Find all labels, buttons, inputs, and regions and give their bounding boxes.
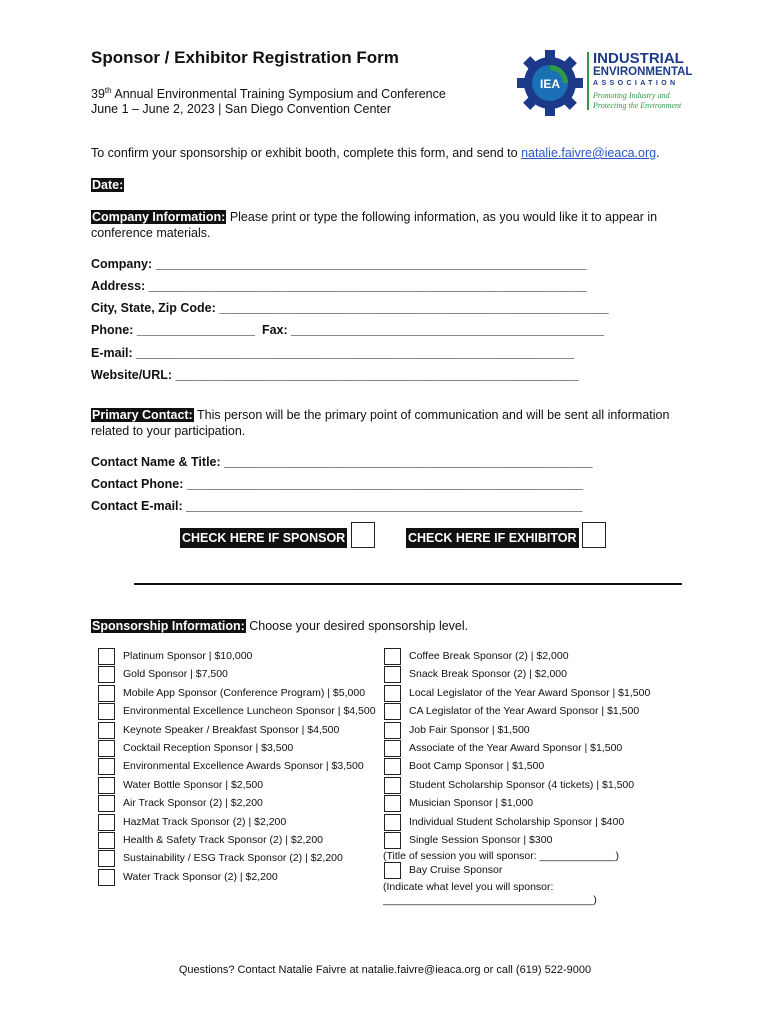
sponsor-option-checkbox[interactable]: [384, 648, 401, 665]
check-exhibitor-label: CHECK HERE IF EXHIBITOR: [406, 528, 579, 548]
logo-line1: INDUSTRIAL: [593, 50, 684, 67]
contact-phone-field[interactable]: Contact Phone: _________________________________________________________: [91, 477, 584, 491]
event-dates-location: June 1 – June 2, 2023 | San Diego Convention Center: [91, 102, 391, 116]
sponsor-option-label: Associate of the Year Award Sponsor | $1,500: [409, 742, 623, 754]
address-field[interactable]: Address: _______________________________________________________________: [91, 279, 587, 293]
sponsorship-info-intro: [91, 618, 468, 634]
date-label: [91, 177, 124, 193]
sponsor-option-label: HazMat Track Sponsor (2) | $2,200: [123, 815, 287, 828]
footer-contact: Questions? Contact Natalie Faivre at natalie.faivre@ieaca.org or call (619) 522-9000: [178, 964, 592, 976]
section-divider: [134, 583, 682, 585]
sponsor-option-label: Boot Camp Sponsor | $1,500: [409, 760, 545, 773]
sponsor-option-label: Cocktail Reception Sponsor | $3,500: [123, 742, 294, 754]
contact-email-link[interactable]: natalie.faivre@ieaca.org: [521, 146, 657, 160]
sponsorship-info-text: Choose your desired sponsorship level.: [245, 619, 469, 633]
sponsor-option-label: Keynote Speaker / Breakfast Sponsor | $4,500: [123, 723, 340, 736]
sponsor-option-checkbox[interactable]: [384, 758, 401, 775]
intro-text-end: .: [656, 146, 660, 160]
session-title-note: (Title of session you will sponsor: _____________): [383, 850, 619, 862]
sponsor-option-label: CA Legislator of the Year Award Sponsor | $1,500: [409, 705, 640, 718]
sponsor-option-checkbox[interactable]: [98, 850, 115, 867]
event-ordinal-suffix: th: [104, 86, 112, 95]
page-title: Sponsor / Exhibitor Registration Form: [91, 48, 399, 67]
city-state-zip-field[interactable]: City, State, Zip Code: ________________________________________________________: [91, 301, 609, 315]
sponsor-option-label: Local Legislator of the Year Award Sponsor | $1,500: [409, 686, 651, 699]
sponsor-option-checkbox[interactable]: [384, 814, 401, 831]
website-field[interactable]: Website/URL: __________________________________________________________: [91, 368, 579, 382]
logo-abbr: IEA: [539, 77, 561, 91]
sponsor-option-checkbox[interactable]: [384, 795, 401, 812]
iea-logo: [515, 48, 693, 120]
sponsor-option-label: Platinum Sponsor | $10,000: [123, 650, 253, 662]
sponsorship-info-heading: Sponsorship Information:: [92, 619, 245, 633]
sponsor-option-checkbox[interactable]: [98, 722, 115, 739]
primary-contact-text-1: This person will be the primary point of communication and will be sent all information: [193, 408, 670, 422]
sponsor-option-checkbox[interactable]: [384, 862, 401, 879]
event-name: [91, 86, 446, 101]
date-label-text: Date:: [92, 178, 124, 192]
sponsor-option-label: Coffee Break Sponsor (2) | $2,000: [409, 650, 569, 662]
exhibitor-checkbox[interactable]: [582, 522, 606, 548]
company-info-text-1: Please print or type the following information, as you would like it to appear in: [226, 210, 658, 224]
sponsor-checkbox[interactable]: [351, 522, 375, 548]
contact-name-title-field[interactable]: Contact Name & Title: _____________________________________________________: [91, 455, 593, 469]
sponsor-option-label: Mobile App Sponsor (Conference Program) | $5,000: [123, 686, 366, 699]
check-sponsor-label: CHECK HERE IF SPONSOR: [180, 528, 347, 548]
contact-email-field[interactable]: Contact E-mail: _________________________________________________________: [91, 499, 583, 513]
sponsor-option-label: Water Track Sponsor (2) | $2,200: [123, 870, 278, 883]
sponsor-option-checkbox[interactable]: [384, 666, 401, 683]
primary-contact-text-2: related to your participation.: [91, 424, 246, 438]
sponsor-option-label: Individual Student Scholarship Sponsor | $400: [409, 815, 625, 828]
sponsor-option-label: Environmental Excellence Awards Sponsor | $3,500: [123, 760, 364, 773]
sponsor-option-label: Musician Sponsor | $1,000: [409, 797, 534, 810]
sponsor-option-checkbox[interactable]: [384, 777, 401, 794]
logo-divider: [587, 52, 589, 110]
sponsor-option-checkbox[interactable]: [384, 685, 401, 702]
logo-line2: ENVIRONMENTAL: [593, 66, 693, 78]
event-ordinal: 39: [91, 87, 105, 102]
sponsor-option-label: Health & Safety Track Sponsor (2) | $2,200: [123, 834, 323, 846]
company-field[interactable]: Company: ______________________________________________________________: [91, 257, 587, 271]
sponsor-option-label: Sustainability / ESG Track Sponsor (2) | $2,200: [123, 852, 343, 865]
sponsor-option-label: Gold Sponsor | $7,500: [123, 668, 228, 681]
sponsor-option-checkbox[interactable]: [98, 703, 115, 720]
sponsor-option-checkbox[interactable]: [384, 703, 401, 720]
email-field[interactable]: E-mail: _______________________________________________________________: [91, 346, 575, 360]
intro-text: [91, 145, 660, 161]
sponsor-option-checkbox[interactable]: [384, 740, 401, 757]
sponsor-option-checkbox[interactable]: [98, 758, 115, 775]
phone-fax-field[interactable]: Phone: _________________ Fax: _____________________________________________: [91, 323, 604, 337]
sponsor-option-label: Bay Cruise Sponsor: [409, 864, 503, 877]
company-info-intro: [91, 209, 691, 241]
sponsor-option-label: Snack Break Sponsor (2) | $2,000: [409, 668, 567, 681]
sponsor-option-label: Water Bottle Sponsor | $2,500: [123, 778, 264, 791]
sponsor-option-checkbox[interactable]: [98, 685, 115, 702]
primary-contact-heading: Primary Contact:: [92, 408, 193, 422]
sponsor-option-checkbox[interactable]: [384, 722, 401, 739]
logo-tagline2: Protecting the Environment: [593, 101, 682, 110]
gear-icon: [515, 48, 585, 118]
sponsor-option-label: Environmental Excellence Luncheon Sponsor | $4,500: [123, 705, 376, 718]
company-info-heading: Company Information:: [92, 210, 226, 224]
sponsor-option-checkbox[interactable]: [98, 648, 115, 665]
sponsor-option-checkbox[interactable]: [98, 795, 115, 812]
logo-line3: ASSOCIATION: [593, 80, 679, 87]
sponsor-option-checkbox[interactable]: [98, 777, 115, 794]
event-name-text: Annual Environmental Training Symposium and Conference: [111, 87, 446, 102]
sponsor-option-label: Air Track Sponsor (2) | $2,200: [123, 797, 263, 810]
company-info-text-2: conference materials.: [91, 226, 211, 240]
cruise-level-note-2: ____________________________________): [383, 894, 597, 906]
sponsor-option-checkbox[interactable]: [98, 832, 115, 849]
sponsor-option-label: Job Fair Sponsor | $1,500: [409, 723, 530, 736]
primary-contact-intro: [91, 407, 691, 439]
intro-text-main: To confirm your sponsorship or exhibit booth, complete this form, and send to: [91, 146, 522, 160]
sponsor-option-checkbox[interactable]: [98, 814, 115, 831]
sponsor-option-label: Single Session Sponsor | $300: [409, 834, 553, 846]
sponsor-option-checkbox[interactable]: [98, 869, 115, 886]
cruise-level-note-1: (Indicate what level you will sponsor:: [383, 881, 554, 893]
sponsor-option-checkbox[interactable]: [98, 666, 115, 683]
logo-tagline1: Promoting Industry and: [593, 91, 670, 100]
sponsor-option-checkbox[interactable]: [384, 832, 401, 849]
sponsor-option-label: Student Scholarship Sponsor (4 tickets) | $1,500: [409, 778, 635, 791]
sponsor-option-checkbox[interactable]: [98, 740, 115, 757]
